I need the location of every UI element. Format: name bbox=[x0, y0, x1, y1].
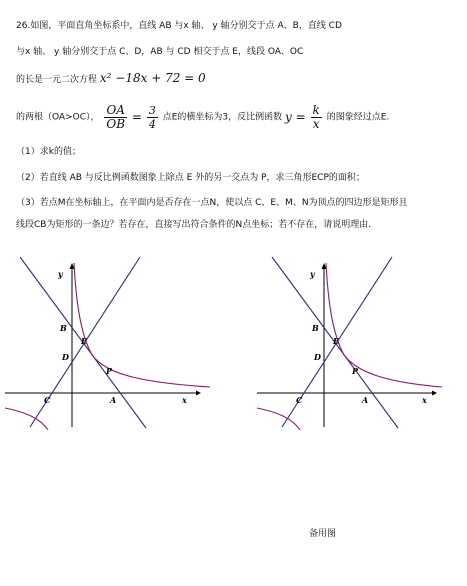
hyperbola-branch-2 bbox=[5, 408, 48, 430]
line-4-suffix: 的图象经过点E. bbox=[326, 112, 390, 123]
ratio-value-fraction bbox=[147, 104, 158, 131]
quadratic-equation: x² −18x + 72 = 0 bbox=[99, 71, 206, 85]
label-a: A bbox=[110, 395, 117, 405]
problem-line-3 bbox=[16, 72, 206, 86]
label-y: y bbox=[58, 269, 63, 279]
axes bbox=[5, 263, 201, 427]
label-d: D bbox=[62, 352, 69, 362]
spare-label-p: P bbox=[352, 366, 359, 376]
label-e: E bbox=[81, 336, 88, 346]
spare-figure-caption: 备用图 bbox=[309, 529, 337, 539]
function-denominator: x bbox=[312, 116, 320, 131]
function-lhs: y = bbox=[285, 110, 306, 124]
problem-line-1: 26.如图，平面直角坐标系中，直线 AB 与x 轴、 y 轴分别交于点 A、B，直线 CD bbox=[16, 21, 342, 31]
ratio-value-denominator: 4 bbox=[148, 117, 156, 131]
ratio-denominator: OB bbox=[106, 116, 126, 131]
label-p: P bbox=[106, 366, 113, 376]
spare-label-b: B bbox=[312, 323, 319, 333]
label-x: x bbox=[182, 395, 187, 405]
line-4-prefix: 的两根（OA>OC）， bbox=[16, 112, 100, 123]
label-c: C bbox=[44, 395, 51, 405]
spare-label-c: C bbox=[296, 395, 303, 405]
problem-line-3-text: 的长是一元二次方程 bbox=[16, 75, 98, 85]
problem-line-4 bbox=[16, 103, 389, 131]
spare-label-d: D bbox=[314, 352, 321, 362]
spare-hyperbola-branch-2 bbox=[257, 408, 300, 430]
ratio-numerator: OA bbox=[104, 104, 127, 118]
ratio-equals: = bbox=[131, 110, 142, 124]
spare-x-axis-arrow bbox=[432, 391, 437, 396]
function-fraction bbox=[311, 104, 322, 131]
spare-figure bbox=[252, 255, 467, 430]
question-2: （2）若直线 AB 与反比例函数图象上除点 E 外的另一交点为 P，求三角形ECP的面积； bbox=[16, 173, 365, 183]
function-numerator: k bbox=[312, 102, 320, 117]
spare-label-e: E bbox=[333, 336, 340, 346]
ratio-value-numerator: 3 bbox=[148, 103, 156, 117]
question-3-part-b: 线段CB为矩形的一条边？若存在，直接写出符合条件的N点坐标；若不存在，请说明理由. bbox=[16, 220, 372, 230]
question-1: （1）求k的值； bbox=[16, 147, 81, 157]
question-3-part-a: （3）若点M在坐标轴上，在平面内是否存在一点N，使以点 C、E、M、N为顶点的四边形是矩形且 bbox=[16, 198, 408, 208]
line-4-middle: 点E的横坐标为3，反比例函数 bbox=[162, 112, 283, 123]
spare-hyperbola-branch-1 bbox=[326, 263, 442, 387]
x-axis-arrow bbox=[196, 391, 201, 396]
main-figure bbox=[0, 255, 215, 430]
spare-label-x: x bbox=[422, 395, 427, 405]
problem-line-2: 与x 轴、 y 轴分别交于点 C、D，AB 与 CD 相交于点 E，线段 OA、OC bbox=[16, 47, 304, 57]
ratio-fraction bbox=[104, 104, 127, 131]
spare-label-a: A bbox=[362, 395, 369, 405]
spare-axes bbox=[257, 263, 437, 427]
hyperbola-branch-1 bbox=[74, 263, 210, 387]
label-b: B bbox=[60, 323, 67, 333]
spare-label-y: y bbox=[310, 269, 315, 279]
